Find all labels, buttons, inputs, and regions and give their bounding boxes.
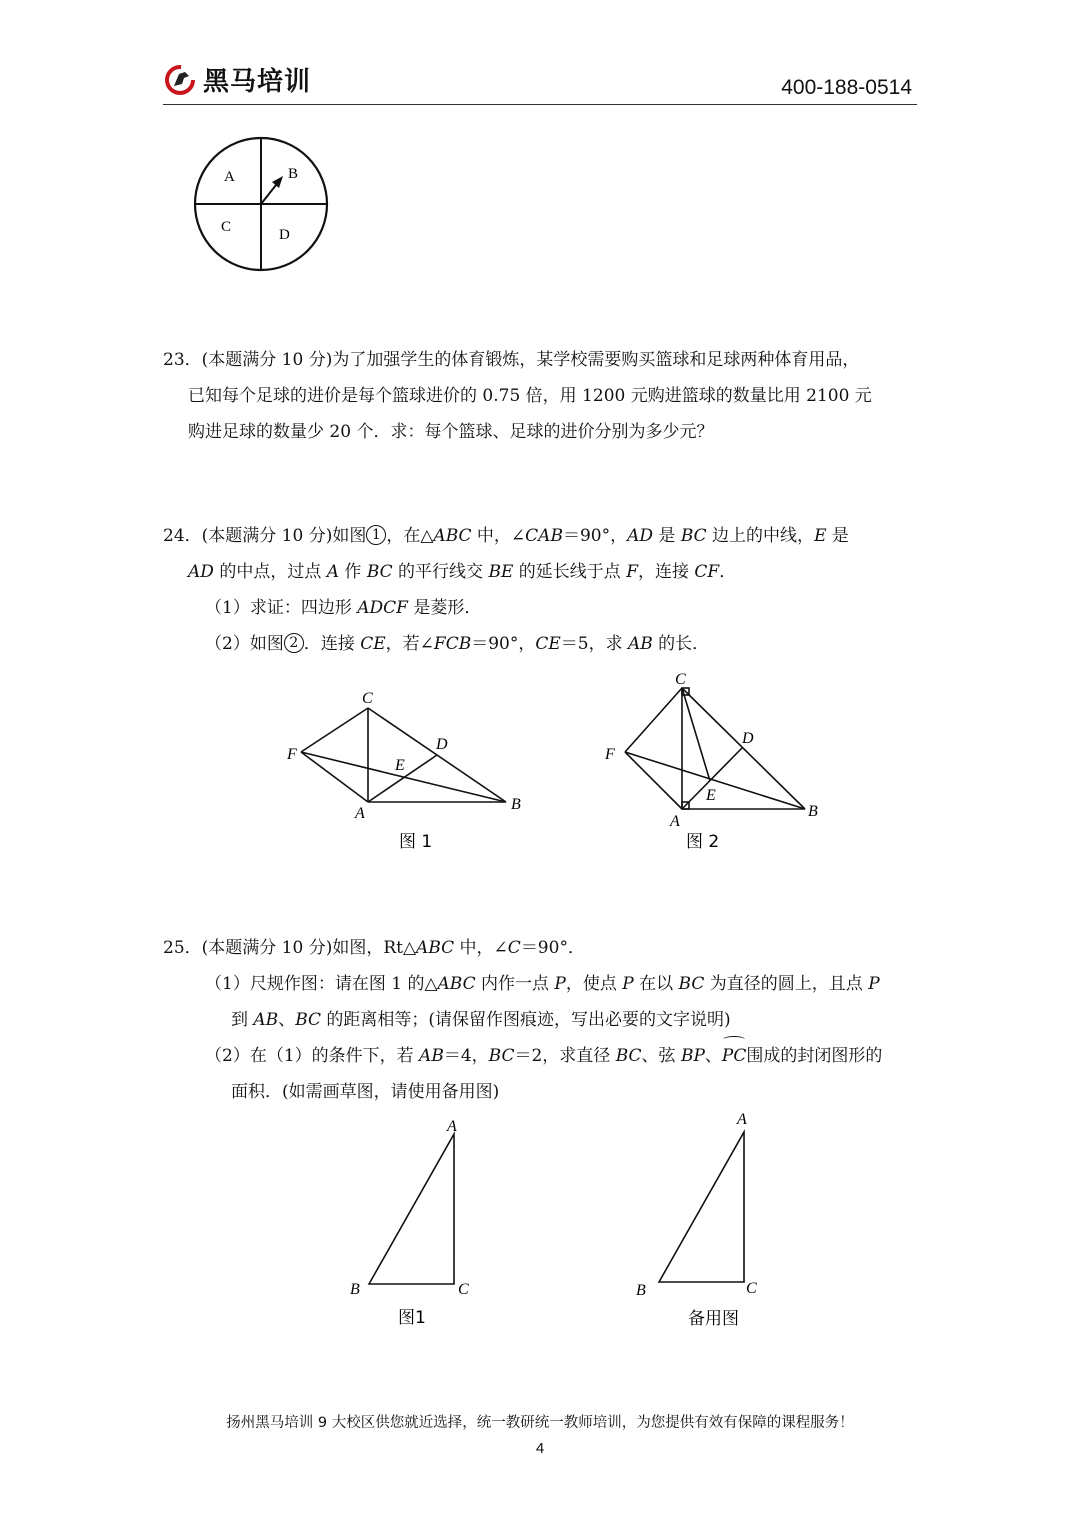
q23-line: 已知每个足球的进价是每个篮球进价的 0.75 倍，用 1200 元购进篮球的数量比用 2100 元 <box>188 386 872 406</box>
label-a: A <box>355 805 365 822</box>
q24-line2: AD 的中点，过点 A 作 BC 的平行线交 BE 的延长线于点 F，连接 CF． <box>188 562 737 582</box>
page-number: 4 <box>535 1440 545 1457</box>
spinner-label-c: C <box>221 219 232 235</box>
q25-backup-caption: 备用图 <box>688 1309 739 1329</box>
q25-part1-line2: 到 AB、BC 的距离相等；(请保留作图痕迹，写出必要的文字说明) <box>231 1010 731 1030</box>
label-b: B <box>808 803 818 820</box>
label-a: A <box>670 813 680 830</box>
header-divider <box>163 104 917 105</box>
question-23 <box>163 342 923 450</box>
question-25 <box>163 930 923 1110</box>
q25-line1: 25．(本题满分 10 分)如图，Rt△ABC 中，∠C＝90°． <box>163 938 585 958</box>
label-f: F <box>605 746 615 763</box>
figure-ref-circle: 2 <box>284 633 304 653</box>
q25-figure-1 <box>340 1110 490 1335</box>
q24-figure-2 <box>600 668 830 858</box>
label-a: A <box>737 1111 747 1128</box>
label-d: D <box>742 730 754 747</box>
q24-line1: 24．(本题满分 10 分)如图 1 ，在△ABC 中，∠CAB＝90°，AD 是 BC 边上的中线，E 是 <box>163 526 849 546</box>
label-d: D <box>436 736 448 753</box>
q24-figure-1 <box>284 684 544 854</box>
logo-text: 黑马培训 <box>203 66 312 97</box>
label-b: B <box>511 796 521 813</box>
question-24 <box>163 518 923 662</box>
label-c: C <box>675 671 686 688</box>
spinner-figure <box>188 132 333 277</box>
label-c: C <box>746 1280 757 1297</box>
q25-fig1-caption: 图1 <box>398 1308 426 1328</box>
label-b: B <box>350 1281 360 1298</box>
horse-logo-icon <box>163 62 197 96</box>
q24-fig2-caption: 图 2 <box>686 832 720 852</box>
q24-part1: （1）求证：四边形 ADCF 是菱形． <box>205 598 482 618</box>
figure-ref-circle: 1 <box>366 525 386 545</box>
footer-slogan: 扬州黑马培训 9 大校区供您就近选择，统一教研统一教师培训，为您提供有效有保障的课程服务！ <box>226 1415 854 1431</box>
label-b: B <box>636 1282 646 1299</box>
q25-part2: （2）在（1）的条件下，若 AB＝4，BC＝2，求直径 BC、弦 BP、PC围成的封闭图形的 <box>163 1038 923 1074</box>
brand-logo <box>163 58 311 100</box>
spinner-label-b: B <box>288 166 299 182</box>
spinner-pointer-head <box>272 176 283 188</box>
q25-part2-line2: 面积．(如需画草图，请使用备用图) <box>231 1082 500 1102</box>
label-c: C <box>362 690 373 707</box>
q24-fig1-caption: 图 1 <box>399 832 433 852</box>
label-e: E <box>395 757 405 774</box>
arc-pc: PC <box>722 1038 746 1074</box>
label-a: A <box>447 1118 457 1135</box>
label-c: C <box>458 1281 469 1298</box>
q24-part2: （2）如图 2 ．连接 CE，若∠FCB＝90°，CE＝5，求 AB 的长． <box>205 634 710 654</box>
label-f: F <box>287 746 297 763</box>
label-e: E <box>706 787 716 804</box>
q25-backup-figure <box>630 1104 780 1336</box>
q23-line: 购进足球的数量少 20 个．求：每个篮球、足球的进价分别为多少元？ <box>188 422 714 442</box>
spinner-label-d: D <box>279 227 290 243</box>
q23-line: 23．(本题满分 10 分)为了加强学生的体育锻炼，某学校需要购买篮球和足球两种体育用品， <box>163 350 860 370</box>
q25-part1: （1）尺规作图：请在图 1 的△ABC 内作一点 P，使点 P 在以 BC 为直径的圆上，且点 P <box>205 974 880 994</box>
hotline-number: 400-188-0514 <box>781 76 912 99</box>
spinner-label-a: A <box>224 169 235 185</box>
